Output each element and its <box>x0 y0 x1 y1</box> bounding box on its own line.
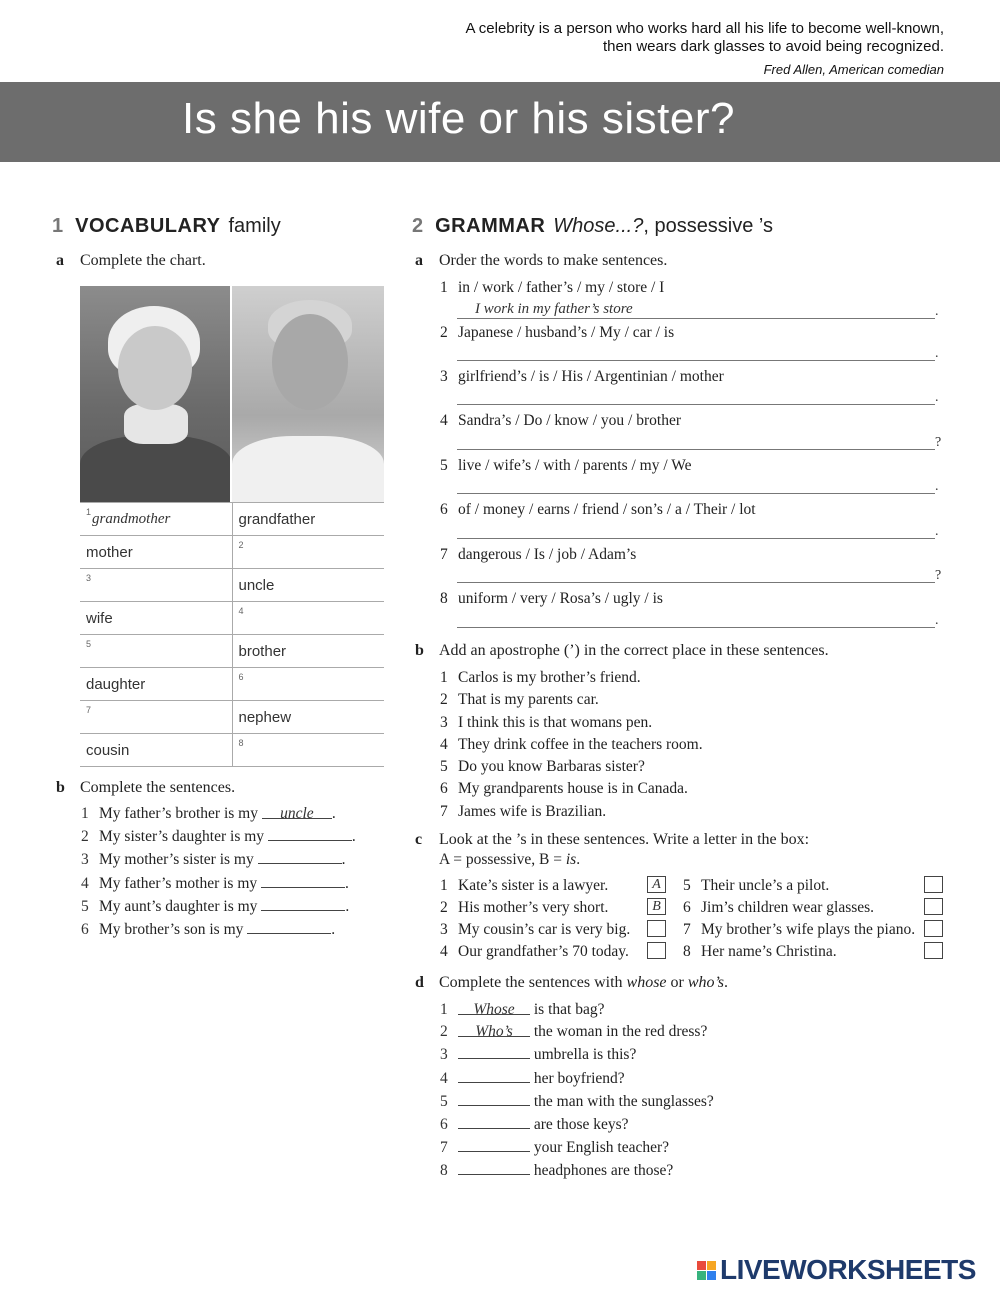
item-text: That is my parents car. <box>458 691 599 709</box>
answer-box[interactable] <box>924 942 943 959</box>
instruction-key-text: A = possessive, B = <box>439 851 566 868</box>
item-number: 6 <box>440 501 448 518</box>
line-end-punctuation: . <box>935 613 939 628</box>
chart-row <box>80 668 384 701</box>
item-number: 7 <box>440 546 448 563</box>
item-text: headphones are those? <box>533 1162 674 1180</box>
answer-blank[interactable] <box>458 1136 530 1152</box>
item-number: 5 <box>440 457 448 474</box>
item-words: in / work / father’s / my / store / I <box>458 279 665 296</box>
item-text: I think this is that womans pen. <box>458 713 653 731</box>
answer-blank[interactable] <box>458 1043 530 1059</box>
page-title: Is she his wife or his sister? <box>182 94 735 143</box>
line-end-punctuation: ? <box>935 568 942 583</box>
item-text: My brother’s wife plays the piano. <box>701 921 916 938</box>
chart-cell[interactable] <box>80 701 232 734</box>
list-item <box>683 877 829 895</box>
section-1-heading <box>52 215 281 238</box>
item-number: 3 <box>440 368 448 385</box>
item-text: the man with the sunglasses? <box>533 1092 714 1110</box>
item-number: 7 <box>440 802 448 820</box>
chart-cell[interactable] <box>232 503 384 536</box>
item-number: 2 <box>440 324 448 341</box>
cell-number: 5 <box>86 639 92 649</box>
item-number: 2 <box>440 691 448 709</box>
list-item <box>440 1043 714 1066</box>
line-end-punctuation: . <box>935 524 939 539</box>
item-number: 4 <box>440 412 448 429</box>
answer-blank[interactable] <box>458 1090 530 1106</box>
item-number: 3 <box>440 713 448 731</box>
item-text: My sister’s daughter is my <box>99 828 265 846</box>
family-chart <box>80 502 384 767</box>
item-number: 5 <box>683 877 691 894</box>
item-number: 8 <box>440 1162 448 1180</box>
grandmother-photo <box>80 286 232 502</box>
section-2-heading <box>412 215 773 238</box>
list-item[interactable] <box>440 712 703 734</box>
item-text: My aunt’s daughter is my <box>99 897 258 915</box>
cell-number: 2 <box>238 540 244 550</box>
cell-number: 4 <box>238 606 244 616</box>
item-text: Do you know Barbaras sister? <box>458 758 645 776</box>
item-text: Jim’s children wear glasses. <box>701 899 875 916</box>
item-number: 6 <box>440 1116 448 1134</box>
logo-text: LIVEWORKSHEETS <box>720 1254 976 1285</box>
item-number: 3 <box>440 1046 448 1064</box>
instruction-key-italic: is <box>565 851 577 868</box>
section-1-name: VOCABULARY <box>75 215 221 237</box>
answer-line[interactable] <box>457 449 935 450</box>
answer-box[interactable] <box>924 876 943 893</box>
answer-line[interactable] <box>457 582 935 583</box>
item-number: 1 <box>81 805 89 822</box>
cell-text: uncle <box>238 576 275 594</box>
item-words: Sandra’s / Do / know / you / brother <box>458 412 682 429</box>
list-item <box>440 877 608 895</box>
list-item <box>440 1159 714 1182</box>
chart-row <box>80 503 384 536</box>
instruction-text: Order the words to make sentences. <box>439 252 668 269</box>
quote-author: Fred Allen, American comedian <box>763 62 944 77</box>
instruction-letter: b <box>56 779 65 796</box>
list-item <box>440 999 714 1021</box>
answer-line[interactable] <box>457 538 935 539</box>
item-number: 7 <box>683 921 691 938</box>
section-1-number: 1 <box>52 215 64 237</box>
item-text: They drink coffee in the teachers room. <box>458 735 703 753</box>
list-item[interactable] <box>440 756 703 778</box>
item-text: her boyfriend? <box>533 1069 625 1087</box>
list-item: 6 My brother’s son is my . <box>81 918 356 941</box>
item-number: 1 <box>440 1001 448 1018</box>
order-item <box>440 412 940 430</box>
cell-number: 1 <box>86 507 92 517</box>
item-number: 4 <box>81 874 89 892</box>
cell-text: brother <box>238 642 287 660</box>
instruction-text: Look at the ’s in these sentences. Write a letter in the box: <box>439 831 810 848</box>
answer-blank[interactable]: Who’s <box>458 1021 530 1037</box>
list-item: 1 My father’s brother is my uncle . <box>81 803 356 825</box>
list-item: 5 My aunt’s daughter is my . <box>81 895 356 918</box>
instruction-letter: d <box>415 974 424 991</box>
item-text: My father’s brother is my <box>99 805 258 822</box>
list-item <box>683 943 837 961</box>
item-number: 6 <box>683 899 691 916</box>
list-item <box>440 1113 714 1136</box>
answer-blank[interactable] <box>458 1067 530 1083</box>
instruction-2d <box>415 974 728 992</box>
item-text: your English teacher? <box>533 1139 670 1157</box>
section-2-number: 2 <box>412 215 424 237</box>
chart-cell <box>80 536 232 569</box>
instruction-key-end: . <box>576 851 581 868</box>
item-number: 2 <box>440 899 448 916</box>
instruction-1b <box>56 779 235 797</box>
order-item <box>440 279 940 297</box>
item-number: 6 <box>440 780 448 798</box>
section-2-name: GRAMMAR <box>435 215 546 237</box>
cell-text: nephew <box>238 708 292 726</box>
list-item <box>440 1090 714 1113</box>
item-text: My mother’s sister is my <box>99 851 254 869</box>
answer-blank[interactable] <box>268 825 352 841</box>
apostrophe-list <box>440 667 703 823</box>
item-text: My grandparents house is in Canada. <box>458 780 688 798</box>
order-item <box>440 324 940 342</box>
item-number: 3 <box>81 851 89 869</box>
list-item <box>440 1067 714 1090</box>
chart-row <box>80 569 384 602</box>
answer-blank[interactable] <box>247 918 331 934</box>
instruction-text: Complete the chart. <box>80 252 206 269</box>
item-number: 1 <box>440 669 448 686</box>
answer-box[interactable] <box>924 898 943 915</box>
answer-blank[interactable] <box>458 1113 530 1129</box>
list-item <box>440 1021 714 1043</box>
answer-blank[interactable] <box>258 848 342 864</box>
list-item: 4 My father’s mother is my . <box>81 872 356 895</box>
item-text: James wife is Brazilian. <box>458 802 607 820</box>
order-item <box>440 590 940 608</box>
item-number: 5 <box>440 1092 448 1110</box>
cell-number: 3 <box>86 573 92 583</box>
instruction-end: . <box>724 974 729 991</box>
section-2-topic: , possessive ’s <box>643 215 774 237</box>
list-item <box>683 899 874 917</box>
chart-cell <box>80 668 232 701</box>
item-words: of / money / earns / friend / son’s / a / Their / lot <box>458 501 756 518</box>
list-item[interactable] <box>440 734 703 756</box>
item-number: 1 <box>440 877 448 894</box>
chart-cell[interactable] <box>232 536 384 569</box>
chart-row <box>80 536 384 569</box>
answer-line[interactable] <box>457 318 935 319</box>
cell-number: 7 <box>86 705 92 715</box>
section-2-topic-italic: Whose...? <box>553 215 644 237</box>
instruction-text: Complete the sentences with <box>439 974 627 991</box>
answer-blank[interactable]: uncle <box>262 803 332 819</box>
order-answer: I work in my father’s store <box>475 301 633 317</box>
cell-text: wife <box>86 609 113 627</box>
item-number: 5 <box>440 758 448 776</box>
line-end-punctuation: . <box>935 390 939 405</box>
list-item: 3 My mother’s sister is my . <box>81 848 356 871</box>
item-words: girlfriend’s / is / His / Argentinian / mother <box>458 368 724 385</box>
answer-box[interactable]: A <box>647 876 666 893</box>
list-item[interactable] <box>440 667 703 689</box>
item-number: 8 <box>440 590 448 607</box>
item-number: 4 <box>440 1069 448 1087</box>
list-item <box>440 943 629 961</box>
item-text: My father’s mother is my <box>99 874 258 892</box>
cell-text: grandfather <box>238 510 316 528</box>
item-text: the woman in the red dress? <box>533 1023 708 1041</box>
instruction-letter: b <box>415 642 424 659</box>
instruction-whose: whose <box>626 974 667 991</box>
instruction-2a <box>415 252 667 270</box>
line-end-punctuation: . <box>935 479 939 494</box>
answer-line[interactable] <box>457 360 935 361</box>
instruction-letter: a <box>56 252 64 269</box>
chart-row <box>80 635 384 668</box>
cell-text: daughter <box>86 675 146 693</box>
quote-line-1: A celebrity is a person who works hard all his life to become well-known, <box>465 20 944 37</box>
cell-number: 8 <box>238 738 244 748</box>
chart-cell[interactable] <box>232 602 384 635</box>
chart-cell <box>232 569 384 602</box>
item-text: Her name’s Christina. <box>701 943 837 960</box>
answer-blank[interactable]: Whose <box>458 999 530 1015</box>
item-number: 6 <box>81 921 89 939</box>
answer-box[interactable] <box>924 920 943 937</box>
item-text: Their uncle’s a pilot. <box>701 877 830 894</box>
chart-cell[interactable] <box>80 569 232 602</box>
item-text: My cousin’s car is very big. <box>458 921 631 938</box>
item-number: 5 <box>81 897 89 915</box>
instruction-text: Complete the sentences. <box>80 779 236 796</box>
line-end-punctuation: . <box>935 346 939 361</box>
quote-line-2: then wears dark glasses to avoid being recognized. <box>602 38 944 55</box>
chart-row <box>80 734 384 767</box>
grandfather-photo <box>232 286 384 502</box>
item-number: 8 <box>683 943 691 960</box>
item-text: umbrella is this? <box>533 1046 637 1064</box>
instruction-2c <box>415 831 809 849</box>
chart-cell <box>232 701 384 734</box>
chart-cell[interactable] <box>232 668 384 701</box>
order-item <box>440 546 940 564</box>
instruction-letter: c <box>415 831 423 848</box>
instruction-2c-key <box>439 851 580 869</box>
list-item <box>440 921 630 939</box>
answer-line[interactable] <box>457 404 935 405</box>
item-words: uniform / very / Rosa’s / ugly / is <box>458 590 663 607</box>
order-item <box>440 368 940 386</box>
item-text: Carlos is my brother’s friend. <box>458 669 641 686</box>
instruction-text: Add an apostrophe (’) in the correct place in these sentences. <box>439 642 829 659</box>
item-words: Japanese / husband’s / My / car / is <box>458 324 675 341</box>
chart-cell <box>80 734 232 767</box>
instruction-letter: a <box>415 252 423 269</box>
item-text: are those keys? <box>533 1116 629 1134</box>
list-item[interactable] <box>440 801 703 823</box>
list-item[interactable] <box>440 778 703 800</box>
instruction-whos: who’s <box>687 974 725 991</box>
chart-cell[interactable] <box>80 635 232 668</box>
answer-blank[interactable] <box>261 872 345 888</box>
item-text: My brother’s son is my <box>99 921 244 939</box>
answer-box[interactable]: B <box>647 898 666 915</box>
quote <box>465 20 944 79</box>
item-text: Our grandfather’s 70 today. <box>458 943 629 960</box>
chart-cell <box>80 602 232 635</box>
instruction-or: or <box>666 974 688 991</box>
item-number: 1 <box>440 279 448 296</box>
title-bar <box>0 82 1000 162</box>
logo-icon <box>697 1261 716 1280</box>
answer-box[interactable] <box>647 942 666 959</box>
item-number: 4 <box>440 943 448 960</box>
list-item: 2 My sister’s daughter is my . <box>81 825 356 848</box>
liveworksheets-logo <box>697 1254 976 1286</box>
chart-row <box>80 701 384 734</box>
cell-number: 6 <box>238 672 244 682</box>
answer-line[interactable] <box>457 627 935 628</box>
answer-box[interactable] <box>647 920 666 937</box>
sentence-list-1b <box>81 803 356 941</box>
chart-row <box>80 602 384 635</box>
answer-blank[interactable] <box>261 895 345 911</box>
item-text: is that bag? <box>533 1001 605 1018</box>
item-number: 2 <box>81 828 89 846</box>
list-item[interactable] <box>440 689 703 711</box>
item-text: Kate’s sister is a lawyer. <box>458 877 609 894</box>
order-item <box>440 457 940 475</box>
instruction-1a <box>56 252 206 270</box>
chart-cell[interactable] <box>80 503 232 536</box>
answer-blank[interactable] <box>458 1159 530 1175</box>
chart-cell <box>232 635 384 668</box>
line-end-punctuation: . <box>935 304 939 319</box>
instruction-2b <box>415 642 829 660</box>
item-number: 4 <box>440 735 448 753</box>
order-item <box>440 501 940 519</box>
whose-list <box>440 999 714 1183</box>
list-item <box>683 921 915 939</box>
item-number: 7 <box>440 1139 448 1157</box>
chart-cell[interactable] <box>232 734 384 767</box>
cell-answer: grandmother <box>92 511 171 527</box>
item-text: His mother’s very short. <box>458 899 609 916</box>
item-number: 3 <box>440 921 448 938</box>
family-photos <box>80 286 384 502</box>
list-item <box>440 899 608 917</box>
list-item <box>440 1136 714 1159</box>
item-number: 2 <box>440 1023 448 1041</box>
item-words: dangerous / Is / job / Adam’s <box>458 546 637 563</box>
section-1-topic: family <box>228 215 281 237</box>
answer-line[interactable] <box>457 493 935 494</box>
cell-text: mother <box>86 543 133 561</box>
line-end-punctuation: ? <box>935 435 942 450</box>
item-words: live / wife’s / with / parents / my / We <box>458 457 692 474</box>
cell-text: cousin <box>86 741 130 759</box>
